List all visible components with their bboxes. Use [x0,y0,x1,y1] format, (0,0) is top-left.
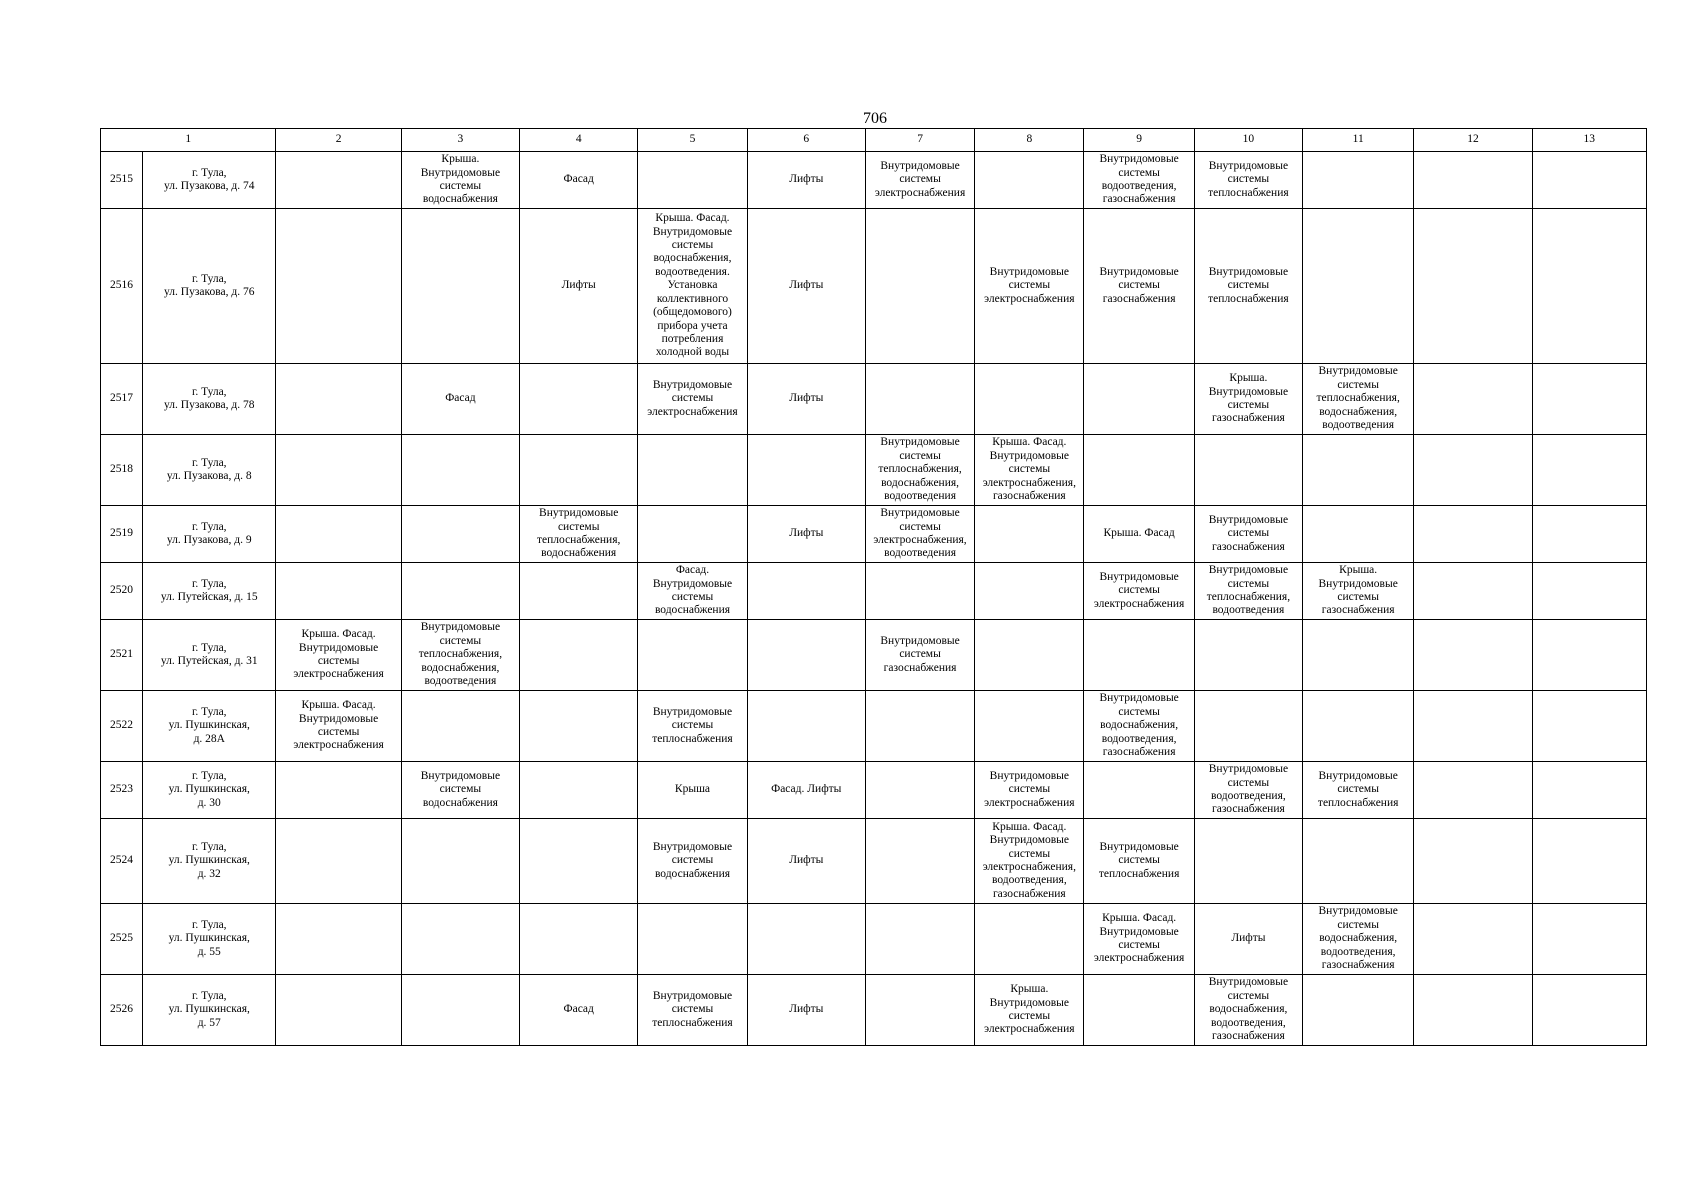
work-cell: Фасад. Внутридомовые системы водоснабжения [638,563,747,620]
work-cell [276,819,401,904]
row-number-cell: 2515 [101,152,143,209]
work-cell: Внутридомовые системы теплоснабжения [1084,819,1194,904]
work-cell: Внутридомовые системы теплоснабжения [1303,762,1414,819]
address-cell: г. Тула, ул. Пузакова, д. 8 [143,435,276,506]
work-cell: Внутридомовые системы электроснабжения [975,209,1084,364]
work-cell [1194,620,1302,691]
row-number-cell: 2521 [101,620,143,691]
row-number-cell: 2518 [101,435,143,506]
work-cell: Внутридомовые системы электроснабжения, водоотведения [865,506,974,563]
work-cell: Крыша [638,762,747,819]
work-cell: Внутридомовые системы водоснабжения, водоотведения, газоснабжения [1084,691,1194,762]
column-header: 9 [1084,129,1194,152]
row-number-cell: 2526 [101,975,143,1046]
row-number-cell: 2520 [101,563,143,620]
work-cell [865,563,974,620]
work-cell [401,904,519,975]
work-cell [1303,209,1414,364]
work-cell [1194,691,1302,762]
row-number-cell: 2525 [101,904,143,975]
address-cell: г. Тула, ул. Пушкинская, д. 55 [143,904,276,975]
work-cell: Внутридомовые системы электроснабжения [638,364,747,435]
column-header: 4 [520,129,638,152]
work-cell: Внутридомовые системы теплоснабжения, водоснабжения, водоотведения [865,435,974,506]
work-cell [401,691,519,762]
work-cell: Внутридомовые системы водоснабжения [638,819,747,904]
work-cell [638,506,747,563]
work-cell [1303,819,1414,904]
column-header: 7 [865,129,974,152]
work-cell [1532,691,1646,762]
work-cell [520,904,638,975]
work-cell [520,620,638,691]
work-cell: Крыша. Внутридомовые системы электроснабжения [975,975,1084,1046]
work-cell [1414,904,1532,975]
work-cell: Внутридомовые системы теплоснабжения [1194,152,1302,209]
work-cell [1303,975,1414,1046]
work-cell [747,691,865,762]
row-number-cell: 2523 [101,762,143,819]
row-number-cell: 2516 [101,209,143,364]
work-cell [276,563,401,620]
work-cell [401,819,519,904]
table-row [101,506,1647,563]
work-cell: Внутридомовые системы газоснабжения [1084,209,1194,364]
work-cell [276,152,401,209]
column-header: 12 [1414,129,1532,152]
work-cell [865,762,974,819]
work-cell [276,762,401,819]
work-cell: Крыша. Фасад [1084,506,1194,563]
work-cell [520,762,638,819]
work-cell: Внутридомовые системы газоснабжения [865,620,974,691]
column-header: 3 [401,129,519,152]
work-cell [747,620,865,691]
work-cell [276,975,401,1046]
work-cell: Крыша. Фасад. Внутридомовые системы электроснабжения [276,620,401,691]
address-cell: г. Тула, ул. Пушкинская, д. 28А [143,691,276,762]
work-cell: Фасад [520,152,638,209]
column-header: 1 [101,129,276,152]
work-cell [401,975,519,1046]
work-cell [1084,762,1194,819]
work-cell [1414,506,1532,563]
repair-schedule-table [100,128,1647,1046]
work-cell: Крыша. Фасад. Внутридомовые системы электроснабжения [276,691,401,762]
work-cell [1532,506,1646,563]
work-cell: Лифты [747,975,865,1046]
table-row [101,209,1647,364]
work-cell [1532,209,1646,364]
row-number-cell: 2522 [101,691,143,762]
work-cell [747,563,865,620]
address-cell: г. Тула, ул. Пузакова, д. 74 [143,152,276,209]
table-body [101,152,1647,1046]
work-cell [975,563,1084,620]
work-cell: Внутридомовые системы водоснабжения, водоотведения, газоснабжения [1194,975,1302,1046]
work-cell: Внутридомовые системы теплоснабжения [1194,209,1302,364]
table-row [101,691,1647,762]
work-cell: Внутридомовые системы теплоснабжения, водоснабжения, водоотведения [1303,364,1414,435]
work-cell: Внутридомовые системы теплоснабжения, водоотведения [1194,563,1302,620]
table-row [101,563,1647,620]
address-cell: г. Тула, ул. Пузакова, д. 76 [143,209,276,364]
work-cell: Крыша. Внутридомовые системы водоснабжения [401,152,519,209]
work-cell: Фасад [520,975,638,1046]
work-cell [1532,435,1646,506]
address-cell: г. Тула, ул. Путейская, д. 31 [143,620,276,691]
work-cell: Лифты [520,209,638,364]
column-header: 6 [747,129,865,152]
work-cell [401,209,519,364]
work-cell [1532,152,1646,209]
table-row [101,975,1647,1046]
work-cell: Крыша. Фасад. Внутридомовые системы электроснабжения, газоснабжения [975,435,1084,506]
work-cell [1303,152,1414,209]
address-cell: г. Тула, ул. Пузакова, д. 9 [143,506,276,563]
table-row [101,620,1647,691]
work-cell: Внутридомовые системы водоснабжения [401,762,519,819]
column-header: 8 [975,129,1084,152]
work-cell [520,435,638,506]
work-cell [1532,819,1646,904]
work-cell: Внутридомовые системы теплоснабжения, водоснабжения, водоотведения [401,620,519,691]
work-cell [520,563,638,620]
work-cell [1303,506,1414,563]
work-cell [865,904,974,975]
work-cell: Лифты [747,152,865,209]
work-cell: Лифты [747,209,865,364]
work-cell: Крыша. Фасад. Внутридомовые системы водоснабжения, водоотведения. Установка коллективного (общедомового) прибора учета потребления холодной воды [638,209,747,364]
work-cell: Лифты [747,506,865,563]
work-cell: Внутридомовые системы теплоснабжения, водоснабжения [520,506,638,563]
work-cell: Крыша. Фасад. Внутридомовые системы электроснабжения [1084,904,1194,975]
work-cell: Внутридомовые системы теплоснабжения [638,691,747,762]
work-cell [1414,762,1532,819]
work-cell [276,209,401,364]
row-number-cell: 2524 [101,819,143,904]
work-cell [1532,620,1646,691]
work-cell [638,435,747,506]
work-cell [975,152,1084,209]
work-cell [975,691,1084,762]
table-row [101,819,1647,904]
work-cell [638,152,747,209]
work-cell [276,364,401,435]
work-cell [1532,364,1646,435]
work-cell: Крыша. Фасад. Внутридомовые системы электроснабжения, водоотведения, газоснабжения [975,819,1084,904]
work-cell [276,435,401,506]
column-header: 13 [1532,129,1646,152]
work-cell [276,506,401,563]
work-cell [638,904,747,975]
work-cell: Внутридомовые системы водоотведения, газоснабжения [1084,152,1194,209]
work-cell: Внутридомовые системы электроснабжения [865,152,974,209]
work-cell [1303,620,1414,691]
work-cell: Фасад. Лифты [747,762,865,819]
column-header: 10 [1194,129,1302,152]
row-number-cell: 2519 [101,506,143,563]
work-cell [1194,819,1302,904]
work-cell [1414,364,1532,435]
table-row [101,904,1647,975]
work-cell [1194,435,1302,506]
work-cell [1414,691,1532,762]
work-cell [975,904,1084,975]
work-cell [1414,563,1532,620]
work-cell [1084,620,1194,691]
work-cell [638,620,747,691]
work-cell [747,904,865,975]
work-cell: Внутридомовые системы газоснабжения [1194,506,1302,563]
work-cell [520,819,638,904]
work-cell [520,364,638,435]
header-row [101,129,1647,152]
work-cell [865,975,974,1046]
work-cell [401,435,519,506]
work-cell [975,620,1084,691]
work-cell [1303,691,1414,762]
work-cell [1414,819,1532,904]
work-cell: Внутридомовые системы водоотведения, газоснабжения [1194,762,1302,819]
work-cell: Фасад [401,364,519,435]
work-cell: Внутридомовые системы электроснабжения [1084,563,1194,620]
address-cell: г. Тула, ул. Пушкинская, д. 32 [143,819,276,904]
work-cell [1532,904,1646,975]
column-header: 5 [638,129,747,152]
work-cell [975,364,1084,435]
table-row [101,435,1647,506]
work-cell: Лифты [747,819,865,904]
work-cell [975,506,1084,563]
work-cell: Крыша. Внутридомовые системы газоснабжения [1194,364,1302,435]
work-cell: Лифты [747,364,865,435]
row-number-cell: 2517 [101,364,143,435]
work-cell: Внутридомовые системы теплоснабжения [638,975,747,1046]
work-cell: Лифты [1194,904,1302,975]
work-cell: Крыша. Внутридомовые системы газоснабжения [1303,563,1414,620]
work-cell [401,563,519,620]
work-cell [747,435,865,506]
work-cell [1084,364,1194,435]
work-cell [865,364,974,435]
work-cell [1414,620,1532,691]
column-header: 2 [276,129,401,152]
work-cell [1414,209,1532,364]
work-cell [865,819,974,904]
work-cell [1532,762,1646,819]
table-row [101,152,1647,209]
work-cell [1084,975,1194,1046]
work-cell: Внутридомовые системы электроснабжения [975,762,1084,819]
page-number: 706 [863,110,887,127]
work-cell [276,904,401,975]
table-row [101,762,1647,819]
work-cell [1414,435,1532,506]
address-cell: г. Тула, ул. Пушкинская, д. 57 [143,975,276,1046]
work-cell [520,691,638,762]
address-cell: г. Тула, ул. Пузакова, д. 78 [143,364,276,435]
work-cell: Внутридомовые системы водоснабжения, водоотведения, газоснабжения [1303,904,1414,975]
work-cell [1414,152,1532,209]
column-header: 11 [1303,129,1414,152]
work-cell [1303,435,1414,506]
work-cell [865,691,974,762]
work-cell [1084,435,1194,506]
work-cell [401,506,519,563]
address-cell: г. Тула, ул. Пушкинская, д. 30 [143,762,276,819]
work-cell [865,209,974,364]
work-cell [1532,975,1646,1046]
work-cell [1532,563,1646,620]
work-cell [1414,975,1532,1046]
table-row [101,364,1647,435]
address-cell: г. Тула, ул. Путейская, д. 15 [143,563,276,620]
